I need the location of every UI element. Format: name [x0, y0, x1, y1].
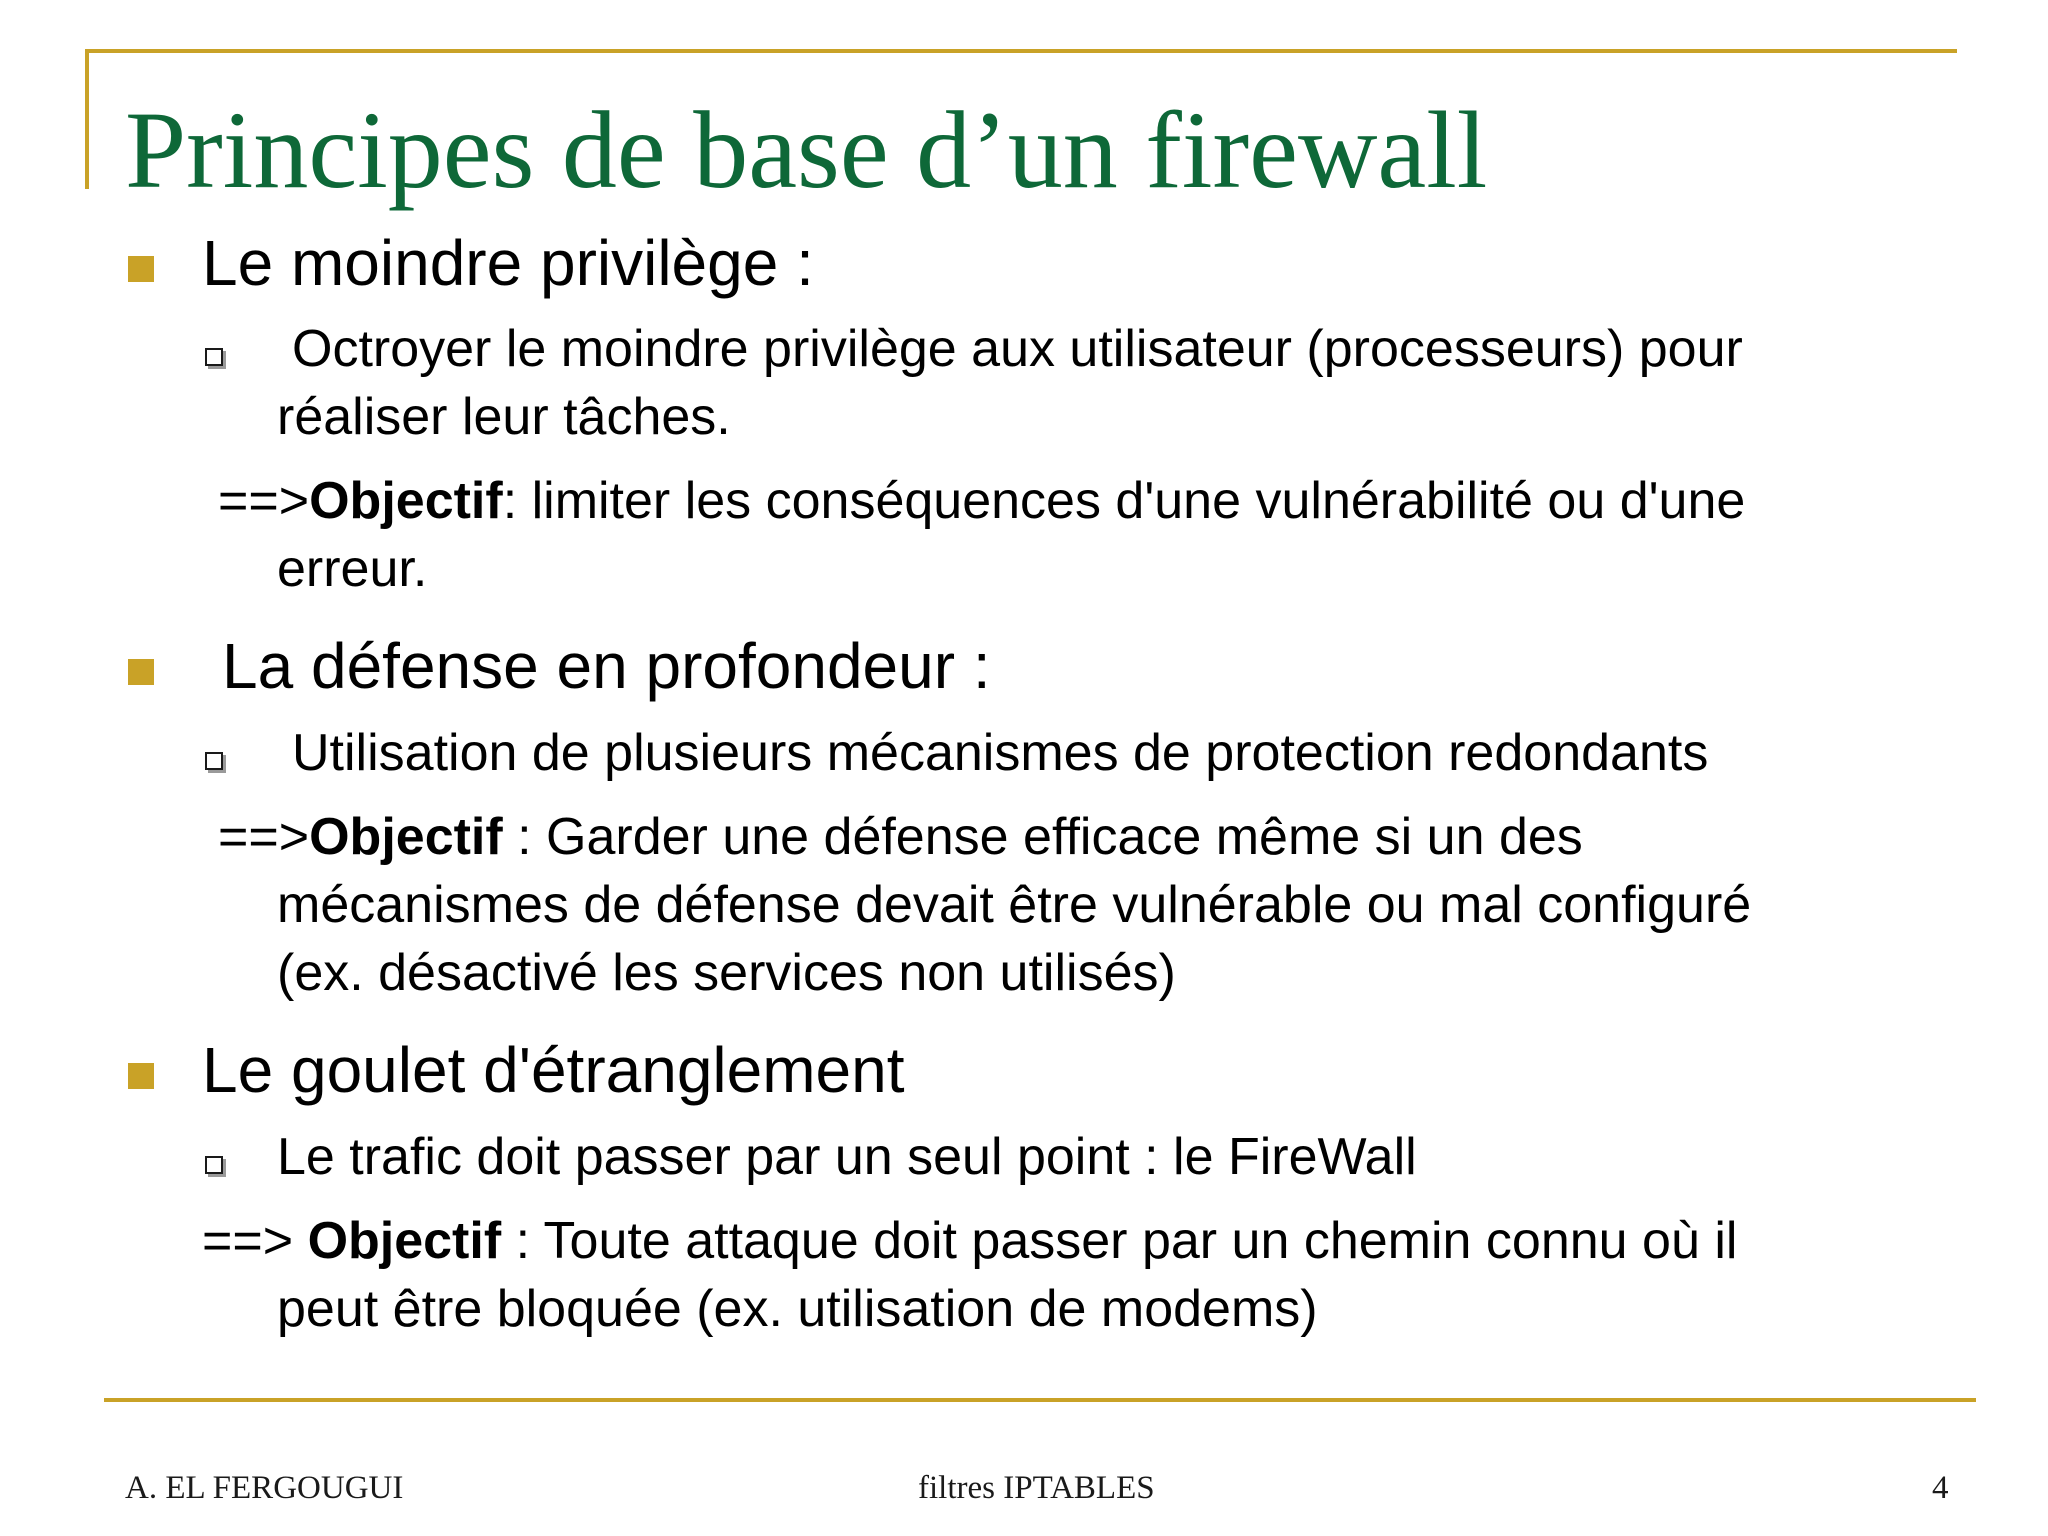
objective-defense-in-depth — [218, 806, 1583, 868]
square-bullet-icon — [128, 1063, 154, 1089]
checkbox-bullet-icon — [205, 348, 223, 366]
footer-author: A. EL FERGOUGUI — [125, 1470, 404, 1506]
objective-prefix: ==> — [202, 1212, 308, 1270]
objective-text: : Garder une défense efficace même si un des — [502, 808, 1583, 866]
sub-item-choke-point: Le trafic doit passer par un seul point : le FireWall — [277, 1128, 1417, 1186]
footer-center-title: filtres IPTABLES — [918, 1470, 1155, 1506]
frame-top-rule — [85, 49, 1957, 53]
objective-defense-in-depth-cont1: mécanismes de défense devait être vulnérable ou mal configuré — [277, 876, 1752, 934]
objective-label: Objectif — [309, 472, 503, 530]
footer-page-number: 4 — [1932, 1470, 1949, 1506]
objective-prefix: ==> — [218, 808, 310, 866]
sub-item-least-privilege: Octroyer le moindre privilège aux utilisateur (processeurs) pour — [292, 320, 1743, 378]
objective-text: : limiter les conséquences d'une vulnérabilité ou d'une — [502, 472, 1746, 530]
sub-item-least-privilege-cont: réaliser leur tâches. — [277, 388, 731, 446]
objective-label: Objectif — [309, 808, 503, 866]
section-heading-choke-point: Le goulet d'étranglement — [202, 1034, 905, 1106]
objective-text: : Toute attaque doit passer par un chemin connu où il — [501, 1212, 1738, 1270]
section-heading-defense-in-depth: La défense en profondeur : — [222, 630, 991, 702]
checkbox-bullet-icon — [205, 752, 223, 770]
section-heading-least-privilege: Le moindre privilège : — [202, 227, 814, 299]
objective-least-privilege — [218, 470, 1745, 532]
square-bullet-icon — [128, 256, 154, 282]
square-bullet-icon — [128, 659, 154, 685]
frame-left-rule — [85, 49, 89, 189]
sub-item-defense-in-depth: Utilisation de plusieurs mécanismes de protection redondants — [292, 724, 1709, 782]
objective-label: Objectif — [307, 1212, 502, 1270]
checkbox-bullet-icon — [205, 1156, 223, 1174]
objective-choke-point — [202, 1210, 1737, 1272]
objective-least-privilege-cont: erreur. — [277, 540, 428, 598]
objective-defense-in-depth-cont2: (ex. désactivé les services non utilisés) — [277, 944, 1176, 1002]
slide-title: Principes de base d’un firewall — [125, 89, 1488, 211]
footer-rule — [104, 1398, 1976, 1402]
objective-choke-point-cont: peut être bloquée (ex. utilisation de modems) — [277, 1280, 1318, 1338]
objective-prefix: ==> — [218, 472, 310, 530]
